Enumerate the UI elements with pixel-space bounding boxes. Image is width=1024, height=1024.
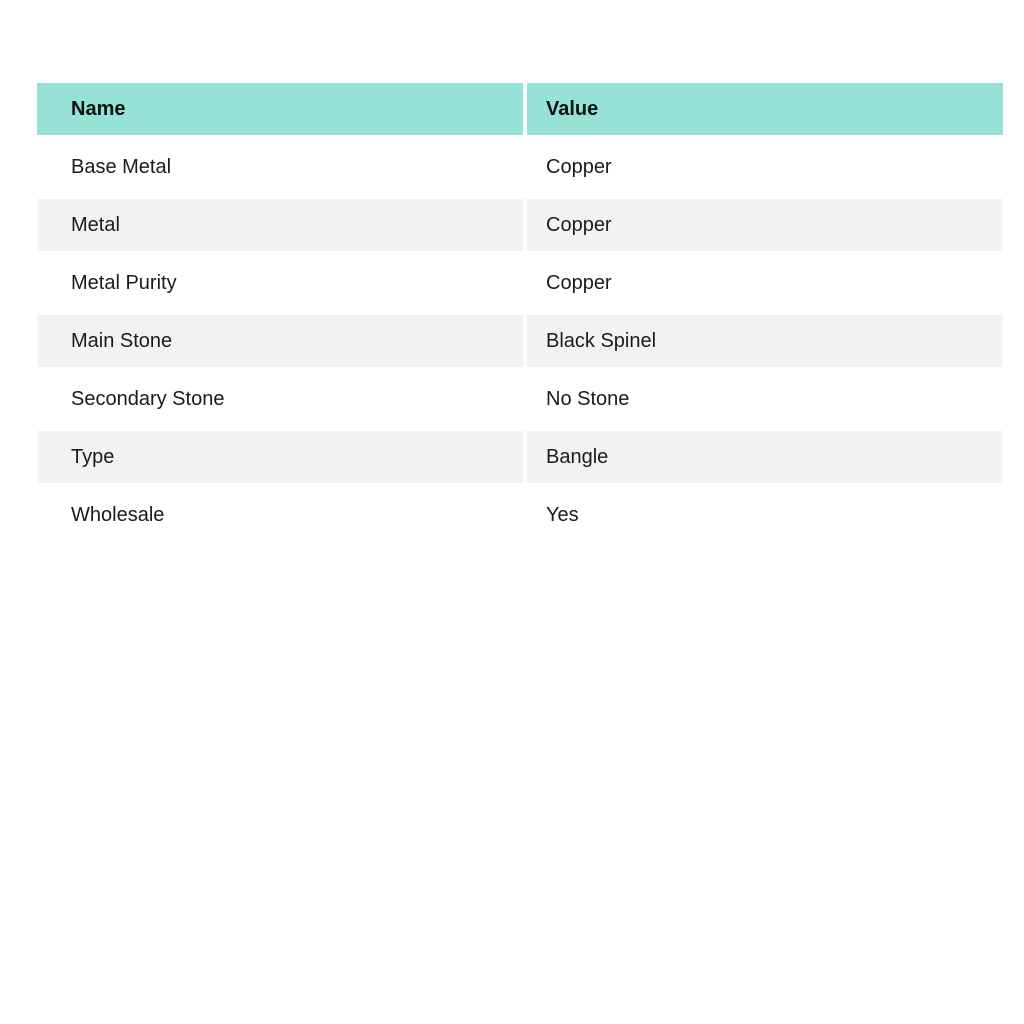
attribute-value-cell: Yes	[527, 489, 1003, 541]
attribute-name-cell: Metal Purity	[37, 257, 523, 309]
attribute-name-cell: Base Metal	[37, 141, 523, 193]
column-header-value: Value	[527, 83, 1003, 135]
table-row	[37, 489, 1003, 541]
attribute-value-cell: Copper	[527, 199, 1003, 251]
table-row	[37, 141, 1003, 193]
table-row	[37, 199, 1003, 251]
attribute-value-cell: Copper	[527, 141, 1003, 193]
attribute-name-cell: Main Stone	[37, 315, 523, 367]
table-row	[37, 257, 1003, 309]
attribute-value-cell: No Stone	[527, 373, 1003, 425]
attribute-name-cell: Type	[37, 431, 523, 483]
table-row	[37, 373, 1003, 425]
spec-table-body	[37, 141, 1003, 541]
column-header-name: Name	[37, 83, 523, 135]
header-row	[37, 83, 1003, 135]
attribute-name-cell: Secondary Stone	[37, 373, 523, 425]
spec-table-header	[37, 83, 1003, 135]
attribute-name-cell: Wholesale	[37, 489, 523, 541]
attribute-value-cell: Bangle	[527, 431, 1003, 483]
attribute-name-cell: Metal	[37, 199, 523, 251]
attribute-value-cell: Copper	[527, 257, 1003, 309]
table-row	[37, 431, 1003, 483]
product-spec-table	[33, 77, 1007, 547]
table-row	[37, 315, 1003, 367]
attribute-value-cell: Black Spinel	[527, 315, 1003, 367]
